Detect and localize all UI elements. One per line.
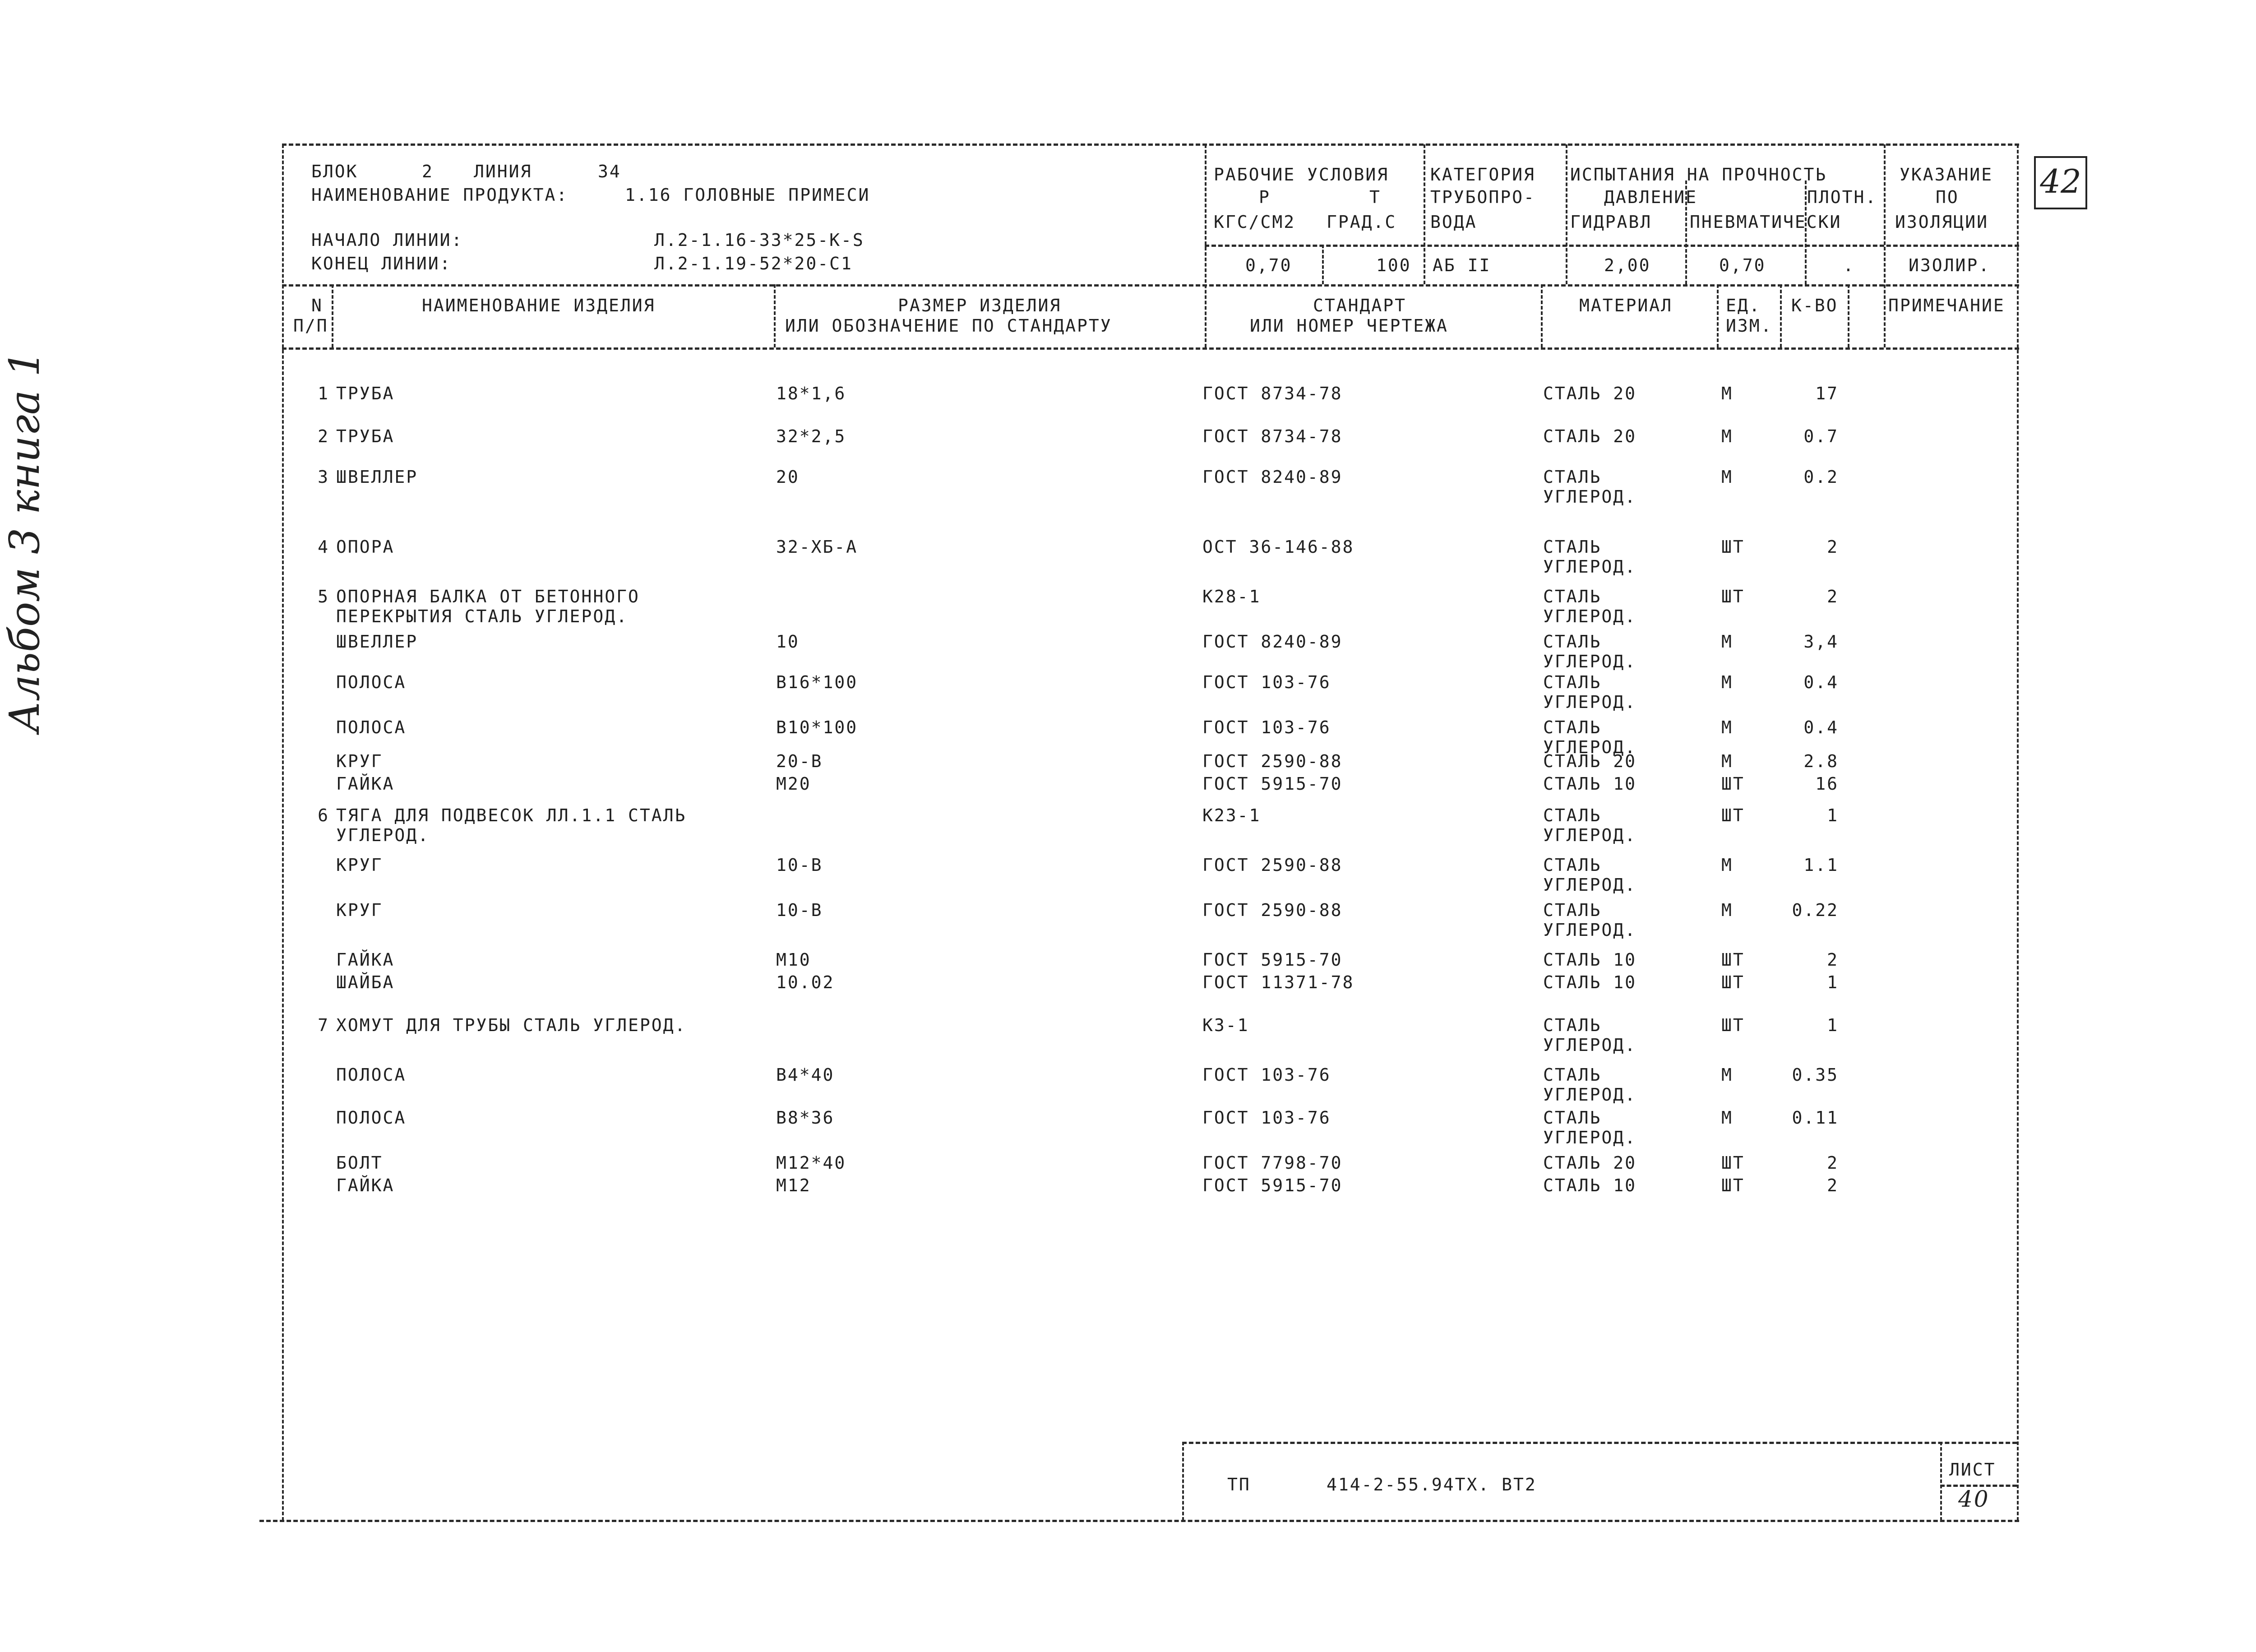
category-title-1: КАТЕГОРИЯ xyxy=(1430,165,1535,185)
row-19-size: М12*40 xyxy=(776,1153,846,1173)
row-15-mat: СТАЛЬ 10 xyxy=(1543,972,1637,992)
columns-bottom xyxy=(282,347,2019,350)
col-size-1: РАЗМЕР ИЗДЕЛИЯ xyxy=(898,296,1062,315)
row-6-std: ГОСТ 8240-89 xyxy=(1202,632,1343,652)
row-10-name: ГАЙКА xyxy=(336,774,395,794)
row-3-unit: М xyxy=(1721,467,1733,487)
row-8-qty: 0.4 xyxy=(1803,717,1839,737)
density-title: ПЛОТН. xyxy=(1807,187,1877,207)
row-11-mat: СТАЛЬ УГЛЕРОД. xyxy=(1543,805,1637,845)
row-18-unit: М xyxy=(1721,1108,1733,1128)
row-13-std: ГОСТ 2590-88 xyxy=(1202,900,1343,920)
row-2-mat: СТАЛЬ 20 xyxy=(1543,426,1637,446)
row-6-mat: СТАЛЬ УГЛЕРОД. xyxy=(1543,632,1637,671)
product-value: 1.16 ГОЛОВНЫЕ ПРИМЕСИ xyxy=(625,185,870,205)
col-num-1: N xyxy=(311,296,323,315)
title-code: 414-2-55.94ТХ. ВТ2 xyxy=(1327,1475,1537,1495)
row-14-size: М10 xyxy=(776,950,811,970)
col-qty: К-ВО xyxy=(1791,296,1838,315)
col-sep-ins xyxy=(1884,144,1886,347)
row-6-size: 10 xyxy=(776,632,800,652)
row-15-std: ГОСТ 11371-78 xyxy=(1202,972,1355,992)
row-19-mat: СТАЛЬ 20 xyxy=(1543,1153,1637,1173)
category-title-2: ТРУБОПРО- xyxy=(1430,187,1535,207)
header-divider xyxy=(1205,245,2019,247)
row-8-size: В10*100 xyxy=(776,717,858,737)
col-sep-mat xyxy=(1717,284,1719,347)
row-13-qty: 0.22 xyxy=(1792,900,1839,920)
row-1-size: 18*1,6 xyxy=(776,384,846,403)
row-17-unit: М xyxy=(1721,1065,1733,1085)
row-12-name: КРУГ xyxy=(336,855,383,875)
row-7-std: ГОСТ 103-76 xyxy=(1202,672,1331,692)
row-3-qty: 0.2 xyxy=(1803,467,1839,487)
strength-test-title: ИСПЫТАНИЯ НА ПРОЧНОСТЬ xyxy=(1570,165,1827,185)
insulation-title-1: УКАЗАНИЕ xyxy=(1900,165,1993,185)
row-9-mat: СТАЛЬ 20 xyxy=(1543,751,1637,771)
row-6-unit: М xyxy=(1721,632,1733,652)
row-15-name: ШАЙБА xyxy=(336,972,395,992)
pneumatic-title: ПНЕВМАТИЧЕСКИ xyxy=(1690,212,1842,232)
col-name: НАИМЕНОВАНИЕ ИЗДЕЛИЯ xyxy=(422,296,656,315)
row-4-size: 32-ХБ-А xyxy=(776,537,858,557)
col-unit-1: ЕД. xyxy=(1726,296,1761,315)
col-sep-num xyxy=(332,284,333,347)
row-11-name: ТЯГА ДЛЯ ПОДВЕСОК ЛЛ.1.1 СТАЛЬ УГЛЕРОД. xyxy=(336,805,687,845)
work-conditions-title: РАБОЧИЕ УСЛОВИЯ xyxy=(1214,165,1389,185)
row-16-qty: 1 xyxy=(1827,1015,1839,1035)
temperature-symbol: Т xyxy=(1369,187,1381,207)
row-17-std: ГОСТ 103-76 xyxy=(1202,1065,1331,1085)
row-6-qty: 3,4 xyxy=(1803,632,1839,652)
row-13-name: КРУГ xyxy=(336,900,383,920)
col-sep-p xyxy=(1322,245,1324,284)
row-5-std: К28-1 xyxy=(1202,587,1261,606)
col-std-2: ИЛИ НОМЕР ЧЕРТЕЖА xyxy=(1250,316,1448,336)
row-11-num: 6 xyxy=(318,805,329,825)
col-sep-cat xyxy=(1424,144,1425,284)
row-7-mat: СТАЛЬ УГЛЕРОД. xyxy=(1543,672,1637,712)
density-value: . xyxy=(1843,255,1855,275)
col-note: ПРИМЕЧАНИЕ xyxy=(1888,296,2005,315)
row-14-name: ГАЙКА xyxy=(336,950,395,970)
row-1-name: ТРУБА xyxy=(336,384,395,403)
row-8-name: ПОЛОСА xyxy=(336,717,407,737)
row-16-name: ХОМУТ ДЛЯ ТРУБЫ СТАЛЬ УГЛЕРОД. xyxy=(336,1015,687,1035)
pressure-title: ДАВЛЕНИЕ xyxy=(1604,187,1698,207)
row-9-name: КРУГ xyxy=(336,751,383,771)
row-20-qty: 2 xyxy=(1827,1175,1839,1195)
row-11-unit: ШТ xyxy=(1721,805,1745,825)
col-sep-pneum xyxy=(1805,180,1807,284)
row-10-mat: СТАЛЬ 10 xyxy=(1543,774,1637,794)
row-17-size: В4*40 xyxy=(776,1065,835,1085)
row-8-unit: М xyxy=(1721,717,1733,737)
row-10-qty: 16 xyxy=(1815,774,1839,794)
pressure-unit: КГС/СМ2 xyxy=(1214,212,1296,232)
line-label: ЛИНИЯ xyxy=(474,162,532,181)
row-4-name: ОПОРА xyxy=(336,537,395,557)
frame-bottom xyxy=(259,1520,2019,1522)
col-sep-qty xyxy=(1848,284,1849,347)
product-label: НАИМЕНОВАНИЕ ПРОДУКТА: xyxy=(311,185,569,205)
row-10-unit: ШТ xyxy=(1721,774,1745,794)
col-std-1: СТАНДАРТ xyxy=(1313,296,1407,315)
row-4-qty: 2 xyxy=(1827,537,1839,557)
row-5-unit: ШТ xyxy=(1721,587,1745,606)
row-15-size: 10.02 xyxy=(776,972,835,992)
row-2-std: ГОСТ 8734-78 xyxy=(1202,426,1343,446)
row-9-unit: М xyxy=(1721,751,1733,771)
row-2-unit: М xyxy=(1721,426,1733,446)
line-end-label: КОНЕЦ ЛИНИИ: xyxy=(311,254,452,273)
sheet-label: ЛИСТ xyxy=(1949,1460,1996,1480)
insulation-title-3: ИЗОЛЯЦИИ xyxy=(1895,212,1989,232)
row-20-name: ГАЙКА xyxy=(336,1175,395,1195)
row-16-unit: ШТ xyxy=(1721,1015,1745,1035)
row-12-qty: 1.1 xyxy=(1803,855,1839,875)
row-19-name: БОЛТ xyxy=(336,1153,383,1173)
row-9-qty: 2.8 xyxy=(1803,751,1839,771)
row-11-std: К23-1 xyxy=(1202,805,1261,825)
col-unit-2: ИЗМ. xyxy=(1726,316,1773,336)
album-label: Альбом 3 книга 1 xyxy=(0,350,49,733)
title-tp: ТП xyxy=(1227,1475,1251,1495)
row-5-num: 5 xyxy=(318,587,329,606)
row-7-unit: М xyxy=(1721,672,1733,692)
row-20-mat: СТАЛЬ 10 xyxy=(1543,1175,1637,1195)
row-8-mat: СТАЛЬ УГЛЕРОД. xyxy=(1543,717,1637,757)
frame-left xyxy=(282,144,284,1521)
row-17-name: ПОЛОСА xyxy=(336,1065,407,1085)
row-14-unit: ШТ xyxy=(1721,950,1745,970)
row-7-name: ПОЛОСА xyxy=(336,672,407,692)
sheet-stamp xyxy=(2034,156,2087,209)
row-18-size: В8*36 xyxy=(776,1108,835,1128)
row-5-mat: СТАЛЬ УГЛЕРОД. xyxy=(1543,587,1637,626)
row-8-std: ГОСТ 103-76 xyxy=(1202,717,1331,737)
row-14-std: ГОСТ 5915-70 xyxy=(1202,950,1343,970)
frame-right xyxy=(2017,144,2019,1521)
row-3-size: 20 xyxy=(776,467,800,487)
row-9-size: 20-В xyxy=(776,751,823,771)
row-11-qty: 1 xyxy=(1827,805,1839,825)
row-17-mat: СТАЛЬ УГЛЕРОД. xyxy=(1543,1065,1637,1105)
col-size-2: ИЛИ ОБОЗНАЧЕНИЕ ПО СТАНДАРТУ xyxy=(785,316,1112,336)
line-start-value: Л.2-1.16-33*25-К-S xyxy=(654,230,864,250)
hydraulic-title: ГИДРАВЛ xyxy=(1570,212,1652,232)
sheet-number: 40 xyxy=(1958,1486,1990,1512)
temperature-unit: ГРАД.С xyxy=(1327,212,1397,232)
row-18-qty: 0.11 xyxy=(1792,1108,1839,1128)
row-3-mat: СТАЛЬ УГЛЕРОД. xyxy=(1543,467,1637,507)
row-13-size: 10-В xyxy=(776,900,823,920)
pressure-symbol: Р xyxy=(1259,187,1271,207)
hydraulic-value: 2,00 xyxy=(1604,255,1651,275)
row-5-name: ОПОРНАЯ БАЛКА ОТ БЕТОННОГО ПЕРЕКРЫТИЯ СТАЛЬ УГЛЕРОД. xyxy=(336,587,640,626)
row-16-std: К3-1 xyxy=(1202,1015,1249,1035)
row-12-size: 10-В xyxy=(776,855,823,875)
row-2-size: 32*2,5 xyxy=(776,426,846,446)
row-9-std: ГОСТ 2590-88 xyxy=(1202,751,1343,771)
row-16-num: 7 xyxy=(318,1015,329,1035)
row-18-name: ПОЛОСА xyxy=(336,1108,407,1128)
row-4-num: 4 xyxy=(318,537,329,557)
row-2-num: 2 xyxy=(318,426,329,446)
row-12-unit: М xyxy=(1721,855,1733,875)
row-19-qty: 2 xyxy=(1827,1153,1839,1173)
category-value: АБ II xyxy=(1433,255,1491,275)
col-sep-std xyxy=(1541,284,1543,347)
row-4-std: ОСТ 36-146-88 xyxy=(1202,537,1355,557)
row-5-qty: 2 xyxy=(1827,587,1839,606)
row-3-name: ШВЕЛЛЕР xyxy=(336,467,418,487)
row-1-unit: М xyxy=(1721,384,1733,403)
row-15-unit: ШТ xyxy=(1721,972,1745,992)
row-12-std: ГОСТ 2590-88 xyxy=(1202,855,1343,875)
row-18-mat: СТАЛЬ УГЛЕРОД. xyxy=(1543,1108,1637,1148)
title-block-top xyxy=(1182,1442,2017,1444)
col-num-2: П/П xyxy=(293,316,328,336)
row-1-std: ГОСТ 8734-78 xyxy=(1202,384,1343,403)
row-1-qty: 17 xyxy=(1815,384,1839,403)
line-end-value: Л.2-1.19-52*20-С1 xyxy=(654,254,853,273)
sheet-stamp-number: 42 xyxy=(2040,162,2081,200)
insulation-title-2: ПО xyxy=(1936,187,1959,207)
row-10-size: М20 xyxy=(776,774,811,794)
row-13-unit: М xyxy=(1721,900,1733,920)
row-15-qty: 1 xyxy=(1827,972,1839,992)
line-start-label: НАЧАЛО ЛИНИИ: xyxy=(311,230,463,250)
line-value: 34 xyxy=(598,162,621,181)
row-20-size: М12 xyxy=(776,1175,811,1195)
block-label: БЛОК xyxy=(311,162,358,181)
row-1-num: 1 xyxy=(318,384,329,403)
row-2-name: ТРУБА xyxy=(336,426,395,446)
row-7-size: В16*100 xyxy=(776,672,858,692)
row-7-qty: 0.4 xyxy=(1803,672,1839,692)
row-12-mat: СТАЛЬ УГЛЕРОД. xyxy=(1543,855,1637,895)
row-10-std: ГОСТ 5915-70 xyxy=(1202,774,1343,794)
col-sep-name xyxy=(774,284,776,347)
row-4-unit: ШТ xyxy=(1721,537,1745,557)
row-6-name: ШВЕЛЛЕР xyxy=(336,632,418,652)
row-14-qty: 2 xyxy=(1827,950,1839,970)
row-18-std: ГОСТ 103-76 xyxy=(1202,1108,1331,1128)
frame-top xyxy=(282,143,2019,146)
row-20-unit: ШТ xyxy=(1721,1175,1745,1195)
block-value: 2 xyxy=(422,162,434,181)
col-material: МАТЕРИАЛ xyxy=(1579,296,1673,315)
temperature-value: 100 xyxy=(1376,255,1411,275)
col-sep-unit xyxy=(1780,284,1782,347)
row-13-mat: СТАЛЬ УГЛЕРОД. xyxy=(1543,900,1637,940)
row-19-unit: ШТ xyxy=(1721,1153,1745,1173)
row-19-std: ГОСТ 7798-70 xyxy=(1202,1153,1343,1173)
col-sep-size xyxy=(1205,144,1207,347)
row-4-mat: СТАЛЬ УГЛЕРОД. xyxy=(1543,537,1637,577)
row-3-std: ГОСТ 8240-89 xyxy=(1202,467,1343,487)
pneumatic-value: 0,70 xyxy=(1719,255,1766,275)
row-1-mat: СТАЛЬ 20 xyxy=(1543,384,1637,403)
title-block-left xyxy=(1182,1442,1184,1521)
insulation-value: ИЗОЛИР. xyxy=(1909,255,1991,275)
pressure-value: 0,70 xyxy=(1245,255,1292,275)
category-title-3: ВОДА xyxy=(1430,212,1477,232)
row-14-mat: СТАЛЬ 10 xyxy=(1543,950,1637,970)
row-2-qty: 0.7 xyxy=(1803,426,1839,446)
row-17-qty: 0.35 xyxy=(1792,1065,1839,1085)
row-20-std: ГОСТ 5915-70 xyxy=(1202,1175,1343,1195)
row-3-num: 3 xyxy=(318,467,329,487)
header-bottom xyxy=(282,284,2019,287)
col-sep-test xyxy=(1566,144,1567,284)
row-16-mat: СТАЛЬ УГЛЕРОД. xyxy=(1543,1015,1637,1055)
title-block-sheet-sep xyxy=(1940,1442,1942,1521)
